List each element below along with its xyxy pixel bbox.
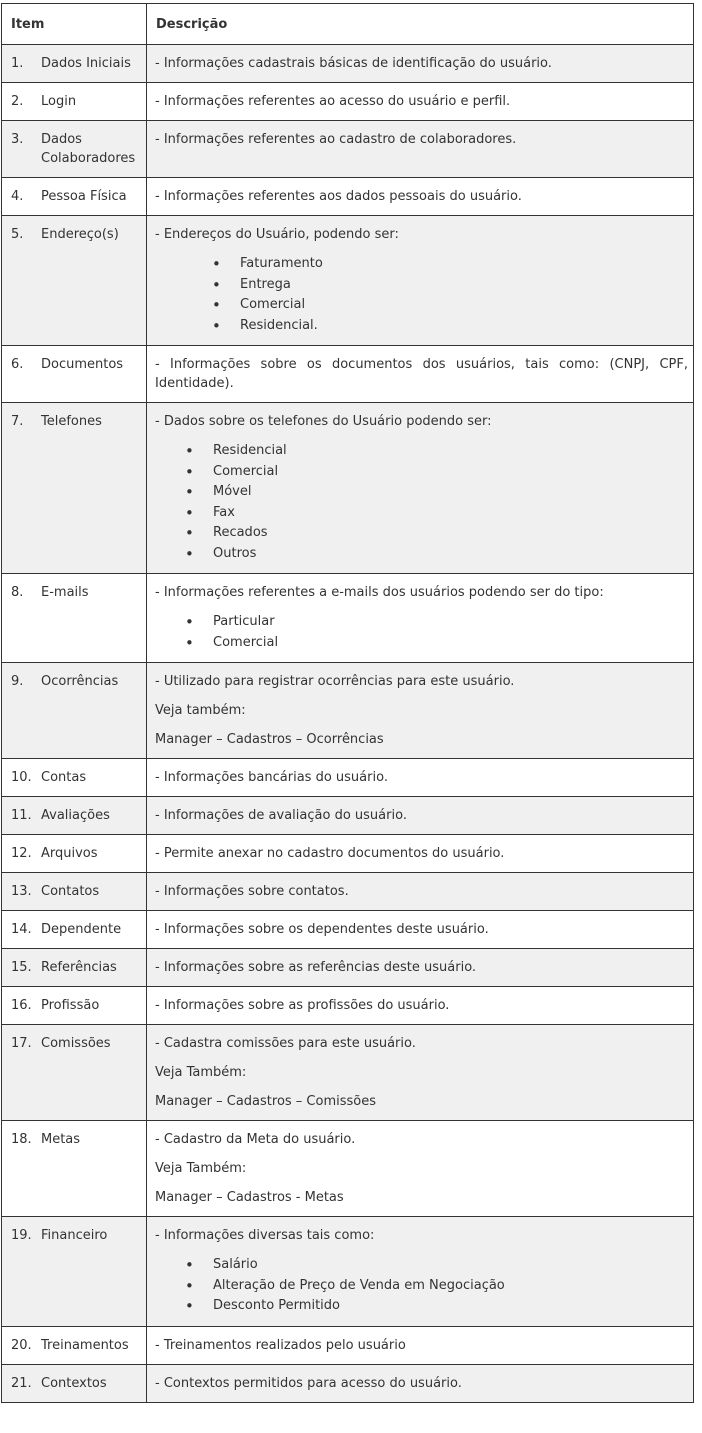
bullet-item: • Entrega <box>240 275 688 296</box>
item-cell <box>2 1364 147 1402</box>
table-row <box>2 873 694 911</box>
item-label: Contatos <box>41 884 100 899</box>
description-cell <box>147 873 694 911</box>
description-text: - Informações referentes ao cadastro de colaboradores. <box>155 132 517 147</box>
description-cell <box>147 121 694 178</box>
item-number: 19. <box>11 1228 32 1243</box>
description-cell <box>147 1364 694 1402</box>
item-label: Dependente <box>41 922 122 937</box>
description-cell <box>147 949 694 987</box>
table-row <box>2 663 694 759</box>
item-number: 12. <box>11 846 32 861</box>
see-also-path: Manager – Cadastros – Comissões <box>155 1094 377 1109</box>
bullet-item: • Residencial. <box>240 316 688 337</box>
description-cell <box>147 1121 694 1217</box>
item-number: 9. <box>11 674 24 689</box>
item-label: Login <box>41 94 77 109</box>
item-cell <box>2 216 147 346</box>
description-text: - Informações referentes a e-mails dos usuários podendo ser do tipo: <box>155 585 604 600</box>
item-number: 21. <box>11 1375 32 1391</box>
see-also-label: Veja também: <box>155 703 246 718</box>
item-cell <box>2 949 147 987</box>
item-cell <box>2 1217 147 1327</box>
table-row <box>2 1364 694 1402</box>
table-row <box>2 45 694 83</box>
item-cell <box>2 45 147 83</box>
description-text: - Contextos permitidos para acesso do usuário. <box>155 1375 462 1391</box>
item-number: 4. <box>11 189 24 204</box>
description-text: - Dados sobre os telefones do Usuário podendo ser: <box>155 414 492 429</box>
description-cell <box>147 1025 694 1121</box>
table-row <box>2 949 694 987</box>
see-also-label: Veja Também: <box>155 1065 247 1080</box>
description-text: - Informações sobre os documentos dos usuários, tais como: (CNPJ, CPF, Identidade). <box>155 357 688 391</box>
description-text: - Treinamentos realizados pelo usuário <box>155 1337 406 1353</box>
item-number: 10. <box>11 770 32 785</box>
bullet-item: • Comercial <box>213 462 688 483</box>
bullet-item: • Recados <box>213 523 688 544</box>
description-cell <box>147 45 694 83</box>
see-also-label: Veja Também: <box>155 1161 247 1176</box>
item-number: 6. <box>11 357 24 372</box>
table-row <box>2 835 694 873</box>
table-row <box>2 1217 694 1327</box>
header-item: Item <box>2 4 147 45</box>
item-cell <box>2 797 147 835</box>
description-cell <box>147 216 694 346</box>
item-cell <box>2 83 147 121</box>
table-row <box>2 574 694 663</box>
see-also-path: Manager – Cadastros - Metas <box>155 1190 344 1205</box>
description-cell <box>147 797 694 835</box>
item-cell <box>2 1025 147 1121</box>
description-text: - Informações sobre os dependentes deste usuário. <box>155 922 489 937</box>
item-cell <box>2 178 147 216</box>
table-row <box>2 987 694 1025</box>
description-text: - Permite anexar no cadastro documentos do usuário. <box>155 846 505 861</box>
item-cell <box>2 663 147 759</box>
bullet-item: • Particular <box>213 612 688 633</box>
bullet-item: • Comercial <box>240 295 688 316</box>
table-row <box>2 178 694 216</box>
item-number: 1. <box>11 56 24 71</box>
item-cell <box>2 346 147 403</box>
item-label: Contextos <box>41 1375 107 1391</box>
description-text: - Informações de avaliação do usuário. <box>155 808 407 823</box>
description-text: - Utilizado para registrar ocorrências para este usuário. <box>155 674 515 689</box>
description-text: - Informações referentes aos dados pessoais do usuário. <box>155 189 522 204</box>
item-number: 17. <box>11 1036 32 1051</box>
table-row <box>2 121 694 178</box>
table-row <box>2 346 694 403</box>
item-number: 8. <box>11 585 24 600</box>
item-label: Dados Iniciais <box>41 56 131 71</box>
item-cell <box>2 574 147 663</box>
item-label: Pessoa Física <box>41 189 127 204</box>
description-text: - Endereços do Usuário, podendo ser: <box>155 227 399 242</box>
items-table <box>1 3 694 1403</box>
description-text: - Informações bancárias do usuário. <box>155 770 388 785</box>
description-cell <box>147 987 694 1025</box>
description-text: - Informações sobre contatos. <box>155 884 349 899</box>
item-cell <box>2 1326 147 1364</box>
bullet-item: • Salário <box>213 1255 688 1276</box>
item-number: 11. <box>11 808 32 823</box>
item-number: 18. <box>11 1132 32 1147</box>
description-cell <box>147 574 694 663</box>
table-row <box>2 403 694 574</box>
bullet-item: • Outros <box>213 544 688 565</box>
item-cell <box>2 873 147 911</box>
item-cell <box>2 403 147 574</box>
bullet-item: • Móvel <box>213 482 688 503</box>
item-label: Financeiro <box>41 1228 108 1243</box>
bullet-item: • Residencial <box>213 441 688 462</box>
description-cell <box>147 403 694 574</box>
item-label: Metas <box>41 1132 81 1147</box>
item-label: Comissões <box>41 1036 111 1051</box>
bullet-list <box>155 612 688 653</box>
bullet-item: • Faturamento <box>240 254 688 275</box>
table-row <box>2 216 694 346</box>
description-cell <box>147 83 694 121</box>
item-cell <box>2 911 147 949</box>
item-label: Documentos <box>41 357 124 372</box>
description-text: - Informações referentes ao acesso do usuário e perfil. <box>155 94 511 109</box>
description-text: - Informações diversas tais como: <box>155 1228 375 1243</box>
description-text: - Cadastro da Meta do usuário. <box>155 1132 356 1147</box>
item-label: Arquivos <box>41 846 98 861</box>
item-label: Contas <box>41 770 87 785</box>
item-label: Treinamentos <box>41 1337 129 1353</box>
table-row <box>2 1025 694 1121</box>
table-row <box>2 911 694 949</box>
item-label: Dados Colaboradores <box>41 132 136 166</box>
item-number: 16. <box>11 998 32 1013</box>
description-text: - Informações sobre as profissões do usuário. <box>155 998 450 1013</box>
description-cell <box>147 911 694 949</box>
item-cell <box>2 1121 147 1217</box>
description-cell <box>147 1326 694 1364</box>
description-text: - Informações sobre as referências deste usuário. <box>155 960 477 975</box>
bullet-item: • Comercial <box>213 633 688 654</box>
see-also-path: Manager – Cadastros – Ocorrências <box>155 732 384 747</box>
description-cell <box>147 1217 694 1327</box>
item-number: 7. <box>11 414 24 429</box>
item-cell <box>2 835 147 873</box>
bullet-item: • Fax <box>213 503 688 524</box>
item-number: 3. <box>11 132 24 147</box>
table-row <box>2 1326 694 1364</box>
item-number: 15. <box>11 960 32 975</box>
table-row <box>2 797 694 835</box>
item-cell <box>2 121 147 178</box>
header-description: Descrição <box>147 4 694 45</box>
item-label: Referências <box>41 960 117 975</box>
item-cell <box>2 759 147 797</box>
item-number: 13. <box>11 884 32 899</box>
description-cell <box>147 663 694 759</box>
description-text: - Informações cadastrais básicas de identificação do usuário. <box>155 56 552 71</box>
item-label: Endereço(s) <box>41 227 119 242</box>
bullet-item: • Desconto Permitido <box>213 1296 688 1317</box>
table-header-row <box>2 4 694 45</box>
bullet-list <box>155 1255 688 1317</box>
item-number: 14. <box>11 922 32 937</box>
item-cell <box>2 987 147 1025</box>
description-cell <box>147 178 694 216</box>
item-label: Ocorrências <box>41 674 119 689</box>
table-row <box>2 1121 694 1217</box>
item-label: Avaliações <box>41 808 110 823</box>
item-label: E-mails <box>41 585 89 600</box>
table-row <box>2 83 694 121</box>
bullet-list <box>155 254 688 336</box>
description-cell <box>147 346 694 403</box>
description-text: - Cadastra comissões para este usuário. <box>155 1036 416 1051</box>
description-cell <box>147 759 694 797</box>
item-number: 20. <box>11 1337 32 1353</box>
item-number: 5. <box>11 227 24 242</box>
bullet-list <box>155 441 688 564</box>
item-label: Telefones <box>41 414 102 429</box>
item-label: Profissão <box>41 998 100 1013</box>
bullet-item: • Alteração de Preço de Venda em Negociação <box>213 1276 688 1297</box>
table-row <box>2 759 694 797</box>
description-cell <box>147 835 694 873</box>
item-number: 2. <box>11 94 24 109</box>
